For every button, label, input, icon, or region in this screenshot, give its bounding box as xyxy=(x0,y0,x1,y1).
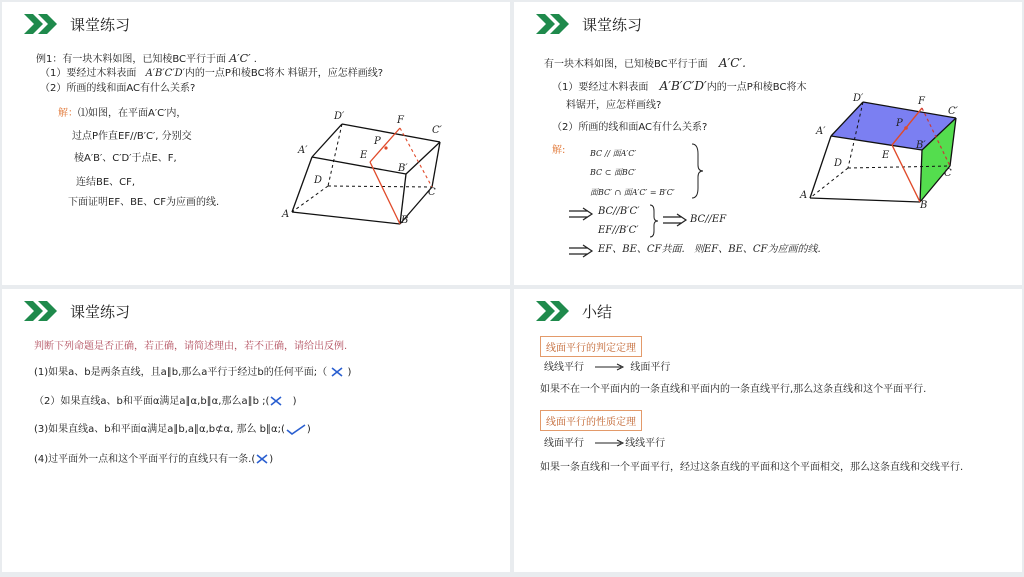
problem-line-2: （1）要经过木料表面 A′B′C′D′内的一点P和棱BC将木 料锯开，应怎样画线? xyxy=(40,68,384,79)
svg-text:A′: A′ xyxy=(298,145,308,156)
proof-step-3: 面BC′ ∩ 面A′C′ = B′C′ xyxy=(590,188,675,197)
svg-text:D: D xyxy=(314,175,323,186)
svg-text:C′: C′ xyxy=(948,106,958,117)
proof-bc-ef: BC//EF xyxy=(690,214,727,225)
svg-text:D′: D′ xyxy=(853,93,864,104)
point-p xyxy=(384,146,387,149)
prism-diagram-colored xyxy=(798,90,968,220)
proof-bc-parallel: BC//B′C′ xyxy=(598,206,640,217)
proof-coplanar: EF、BE、CF共面. xyxy=(598,244,685,255)
solution-line-3: 棱A′B′、C′D′于点E、F, xyxy=(74,153,177,164)
svg-text:P: P xyxy=(374,136,381,147)
hidden-edge-dc xyxy=(328,186,432,187)
chevron-double-right-icon xyxy=(536,301,572,321)
edge-a1a xyxy=(292,157,312,212)
slide-panel-example xyxy=(2,2,510,285)
slide-header xyxy=(24,300,130,322)
edge-d1a1 xyxy=(312,124,342,157)
theorem-label-property: 线面平行的性质定理 xyxy=(540,410,642,431)
problem-line-1: 例1：有一块木料如图，已知棱BC平行于面 A′C′ . xyxy=(36,52,257,65)
brace-icon xyxy=(690,142,704,200)
arrow-right-icon xyxy=(595,363,625,371)
edge-ab xyxy=(292,212,400,224)
edge-a1b1 xyxy=(312,157,406,174)
judgement-statement: 如果不在一个平面内的一条直线和平面内的一条直线平行,那么这条直线和这个平面平行. xyxy=(540,384,927,395)
svg-text:B′: B′ xyxy=(916,140,926,151)
slide-title: 小结 xyxy=(582,302,613,321)
implies-arrow-icon xyxy=(568,244,594,258)
property-flow: 线面平行 线线平行 xyxy=(544,438,666,449)
statement-2: （2）如果直线a、b和平面α满足a∥α,b∥α,那么a∥b ;( ) xyxy=(34,396,297,407)
slide-title: 课堂练习 xyxy=(582,15,643,34)
cross-mark-icon xyxy=(330,366,344,378)
arrow-right-icon xyxy=(595,439,625,447)
cross-mark-icon xyxy=(255,453,269,465)
brace-icon xyxy=(648,203,660,239)
statement-3: (3)如果直线a、b和平面α满足a∥b,a∥α,b⊄α, 那么 b∥α;( ) xyxy=(34,424,311,435)
instruction-text: 判断下列命题是否正确，若正确，请简述理由，若不正确，请给出反例. xyxy=(34,341,348,352)
edge-d1c1 xyxy=(342,124,440,142)
slide-panel-summary xyxy=(514,289,1022,572)
svg-text:C′: C′ xyxy=(432,125,442,136)
problem-line-2: （1）要经过木料表面 A′B′C′D′内的一点P和棱BC将木 xyxy=(552,79,807,93)
cut-line-eb xyxy=(370,162,400,224)
slide-header xyxy=(536,13,642,35)
statement-1: (1)如果a、b是两条直线，且a∥b,那么a平行于经过b的任何平面;（ ) xyxy=(34,367,352,378)
slide-header xyxy=(536,300,612,322)
solution-line-4: 连结BE、CF, xyxy=(76,177,136,188)
prism-diagram xyxy=(272,102,462,232)
slide-title: 课堂练习 xyxy=(70,302,131,321)
svg-text:A′: A′ xyxy=(816,126,826,137)
svg-text:B: B xyxy=(920,200,928,211)
theorem-label-judgement: 线面平行的判定定理 xyxy=(540,336,642,357)
slide-panel-judgement xyxy=(2,289,510,572)
solution-line-1: 解：⑴如图，在平面A′C′内， xyxy=(58,108,187,119)
proof-ef-parallel: EF//B′C′ xyxy=(598,225,639,236)
chevron-double-right-icon xyxy=(24,14,60,34)
statement-4: (4)过平面外一点和这个平面平行的直线只有一条.( ) xyxy=(34,454,274,465)
cut-line-fc xyxy=(400,128,432,187)
svg-text:D: D xyxy=(834,158,843,169)
problem-line-4: （2）所画的线和面AC有什么关系? xyxy=(552,122,708,133)
proof-step-1: BC // 面A′C′ xyxy=(590,149,637,158)
svg-text:B: B xyxy=(401,215,409,226)
proof-conclusion: 则EF、BE、CF为应画的线. xyxy=(694,244,821,255)
problem-line-3: （2）所画的线和面AC有什么关系? xyxy=(40,83,196,94)
svg-text:F: F xyxy=(918,96,925,107)
svg-text:B′: B′ xyxy=(398,163,408,174)
check-mark-icon xyxy=(285,423,307,435)
svg-text:E: E xyxy=(882,150,890,161)
judgement-flow: 线线平行 线面平行 xyxy=(544,362,671,373)
svg-text:P: P xyxy=(896,118,903,129)
svg-text:C: C xyxy=(944,168,952,179)
svg-text:C: C xyxy=(428,187,436,198)
svg-text:D′: D′ xyxy=(334,111,345,122)
cross-mark-icon xyxy=(269,395,283,407)
slide-panel-proof xyxy=(514,2,1022,285)
problem-line-3: 料锯开，应怎样画线? xyxy=(566,100,662,111)
svg-text:A: A xyxy=(282,209,290,220)
chevron-double-right-icon xyxy=(536,14,572,34)
solution-label: 解: xyxy=(552,145,566,156)
slide-title: 课堂练习 xyxy=(70,15,131,34)
solution-line-2: 过点P作直EF//B′C′, 分别交 xyxy=(72,131,192,142)
implies-arrow-icon xyxy=(662,213,688,227)
svg-text:A: A xyxy=(800,190,808,201)
svg-text:E: E xyxy=(360,150,368,161)
problem-line-1: 有一块木料如图，已知棱BC平行于面 A′C′. xyxy=(544,56,746,70)
slide-header xyxy=(24,13,130,35)
chevron-double-right-icon xyxy=(24,301,60,321)
proof-step-2: BC ⊂ 面BC′ xyxy=(590,168,636,177)
implies-arrow-icon xyxy=(568,207,594,221)
svg-text:F: F xyxy=(397,115,404,126)
property-statement: 如果一条直线和一个平面平行，经过这条直线的平面和这个平面相交，那么这条直线和交线平行. xyxy=(540,462,964,473)
hidden-edge-d1d xyxy=(328,124,342,186)
solution-line-5: 下面证明EF、BE、CF为应画的线. xyxy=(68,197,220,208)
